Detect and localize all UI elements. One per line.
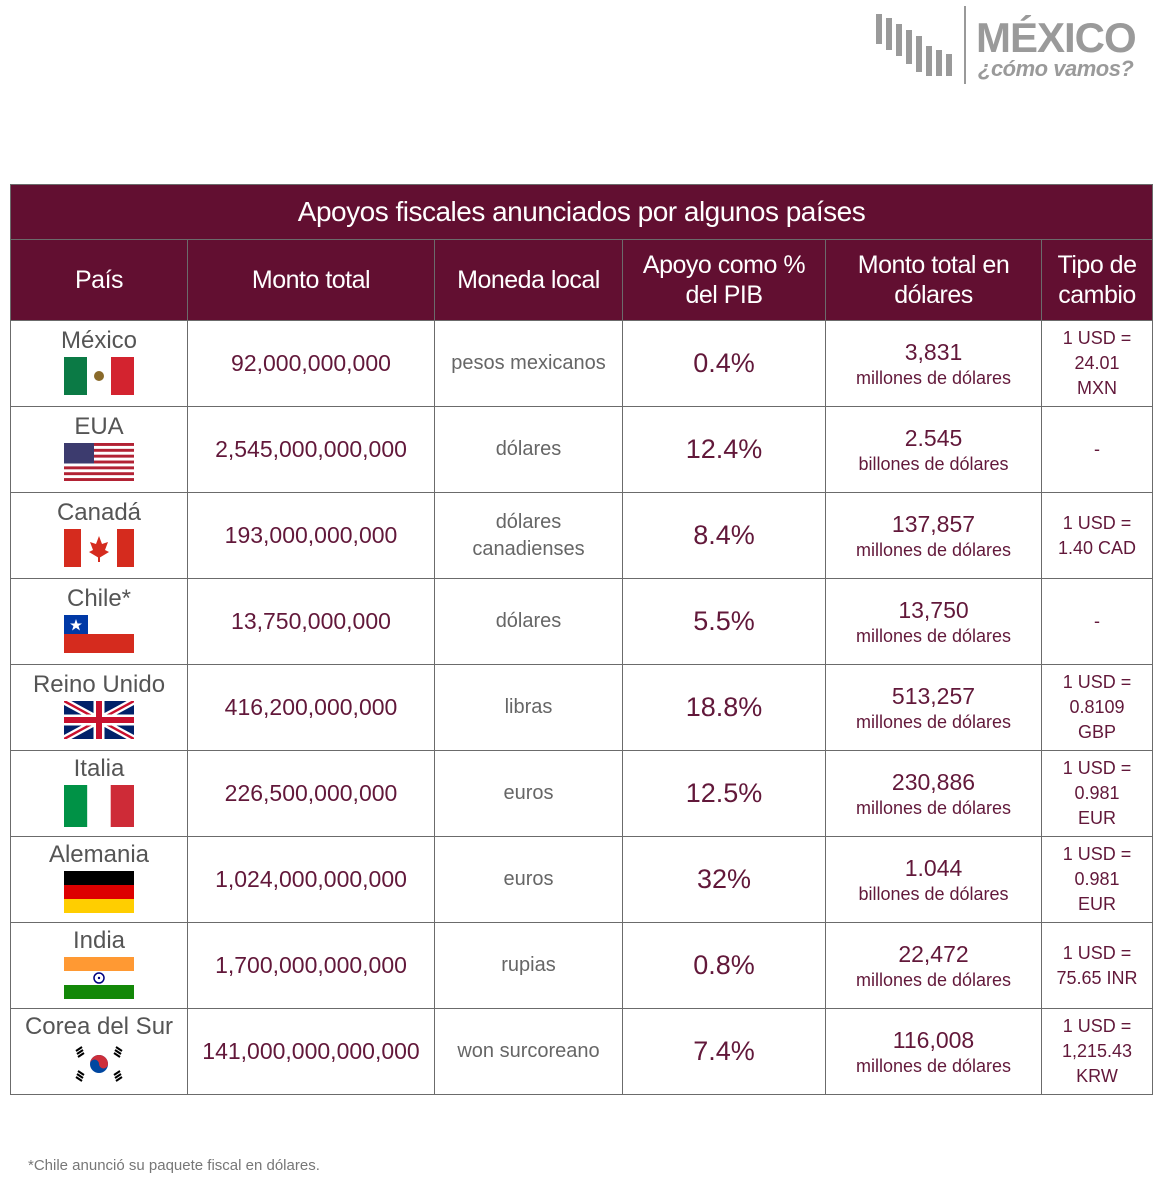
usd-amount: 513,257 (891, 682, 976, 709)
country-name: Chile* (66, 584, 132, 612)
country-cell (11, 751, 188, 837)
usd-cell (826, 751, 1042, 837)
rate-line3: MXN (1077, 378, 1118, 398)
rate-line1: 1 USD = (1062, 328, 1132, 348)
header-rate (1042, 240, 1153, 321)
footnote: *Chile anunció su paquete fiscal en dólares. (28, 1157, 320, 1174)
rate-cell (1042, 1009, 1153, 1095)
usd-cell (826, 407, 1042, 493)
fiscal-support-table (10, 184, 1153, 1095)
chile-flag-icon (64, 615, 134, 653)
table-row (11, 321, 1153, 407)
usa-flag-icon (64, 443, 134, 481)
usd-unit: millones de dólares (855, 1055, 1012, 1076)
country-cell (11, 837, 188, 923)
uk-flag-icon (64, 701, 134, 739)
rate-cell (1042, 665, 1153, 751)
pct-cell: 12.5% (623, 751, 826, 837)
header-rate-line2: cambio (1058, 281, 1136, 309)
currency-line1: rupias (501, 954, 556, 976)
usd-unit: millones de dólares (855, 539, 1012, 560)
currency-cell (435, 493, 623, 579)
usd-unit: millones de dólares (855, 797, 1012, 818)
pct-cell: 32% (623, 837, 826, 923)
country-cell (11, 493, 188, 579)
currency-cell (435, 751, 623, 837)
usd-amount: 230,886 (891, 768, 976, 795)
currency-cell (435, 1009, 623, 1095)
table-row (11, 751, 1153, 837)
usd-amount: 2.545 (904, 424, 963, 451)
currency-cell (435, 407, 623, 493)
logo-tagline: ¿cómo vamos? (978, 56, 1134, 81)
amount-cell: 2,545,000,000,000 (188, 407, 435, 493)
rate-line1: 1 USD = (1062, 1016, 1132, 1036)
rate-cell (1042, 751, 1153, 837)
country-cell (11, 407, 188, 493)
currency-cell (435, 321, 623, 407)
table-row (11, 1009, 1153, 1095)
rate-line3: GBP (1078, 722, 1117, 742)
usd-unit: billones de dólares (858, 883, 1009, 904)
usd-cell (826, 665, 1042, 751)
usd-amount: 22,472 (898, 940, 969, 967)
header-rate-line1: Tipo de (1057, 251, 1137, 279)
currency-cell (435, 837, 623, 923)
pct-cell: 18.8% (623, 665, 826, 751)
header-pct-line2: del PIB (685, 281, 763, 309)
rate-line1: - (1094, 439, 1101, 459)
usd-cell (826, 837, 1042, 923)
rate-line1: 1 USD = (1062, 942, 1132, 963)
country-cell (11, 923, 188, 1009)
rate-line1: - (1094, 611, 1101, 631)
rate-line2: 0.8109 (1069, 697, 1125, 717)
currency-cell (435, 923, 623, 1009)
amount-cell: 13,750,000,000 (188, 579, 435, 665)
usd-amount: 13,750 (898, 596, 969, 623)
usd-unit: millones de dólares (855, 625, 1012, 646)
amount-cell: 1,024,000,000,000 (188, 837, 435, 923)
currency-line1: dólares (495, 438, 562, 460)
country-name: Italia (73, 754, 125, 782)
country-name: Alemania (48, 840, 150, 868)
currency-line2: canadienses (472, 537, 585, 560)
table-title: Apoyos fiscales anunciados por algunos países (11, 185, 1153, 240)
rate-line1: 1 USD = (1062, 758, 1132, 778)
pct-cell: 0.8% (623, 923, 826, 1009)
table-row (11, 493, 1153, 579)
germany-flag-icon (64, 871, 134, 913)
south-korea-flag-icon (64, 1043, 134, 1085)
logo-name: MÉXICO (976, 14, 1136, 61)
table-row (11, 923, 1153, 1009)
country-name: Reino Unido (32, 670, 166, 698)
country-cell (11, 321, 188, 407)
currency-line1: won surcoreano (457, 1040, 600, 1062)
header-country: País (11, 240, 188, 321)
usd-amount: 137,857 (891, 510, 976, 537)
table-row (11, 837, 1153, 923)
rate-line2: 1,215.43 (1061, 1041, 1133, 1061)
rate-line1: 1 USD = (1062, 844, 1132, 864)
usd-amount: 3,831 (904, 338, 963, 365)
mexico-flag-icon (64, 357, 134, 395)
country-name: India (72, 926, 126, 954)
rate-line2: 0.981 (1074, 869, 1120, 889)
country-name: Corea del Sur (24, 1012, 174, 1040)
header-pct (623, 240, 826, 321)
rate-cell (1042, 579, 1153, 665)
currency-line1: libras (504, 696, 553, 718)
rate-cell (1042, 493, 1153, 579)
currency-line1: pesos mexicanos (451, 352, 606, 374)
usd-cell (826, 321, 1042, 407)
header-usd-line2: dólares (894, 281, 973, 309)
currency-line1: dólares (495, 610, 562, 632)
canada-flag-icon (64, 529, 134, 567)
currency-cell (435, 665, 623, 751)
amount-cell: 92,000,000,000 (188, 321, 435, 407)
currency-line1: euros (503, 782, 554, 804)
pct-cell: 8.4% (623, 493, 826, 579)
pct-cell: 7.4% (623, 1009, 826, 1095)
amount-cell: 141,000,000,000,000 (188, 1009, 435, 1095)
header-pct-line1: Apoyo como % (642, 251, 806, 279)
header-amount: Monto total (188, 240, 435, 321)
currency-line1: euros (503, 868, 554, 890)
table-row (11, 579, 1153, 665)
table-row (11, 407, 1153, 493)
rate-cell (1042, 923, 1153, 1009)
usd-amount: 116,008 (892, 1026, 975, 1053)
usd-cell (826, 579, 1042, 665)
pct-cell: 12.4% (623, 407, 826, 493)
header-usd-line1: Monto total en (857, 251, 1010, 279)
usd-unit: millones de dólares (855, 969, 1012, 990)
usd-amount: 1.044 (904, 854, 963, 881)
header-currency: Moneda local (435, 240, 623, 321)
usd-cell (826, 493, 1042, 579)
rate-line2: 24.01 (1074, 353, 1120, 373)
pct-cell: 5.5% (623, 579, 826, 665)
table-body (11, 321, 1153, 1095)
india-flag-icon (64, 957, 134, 999)
rate-cell (1042, 321, 1153, 407)
country-cell (11, 579, 188, 665)
rate-cell (1042, 837, 1153, 923)
amount-cell: 193,000,000,000 (188, 493, 435, 579)
table-row (11, 665, 1153, 751)
rate-line2: 1.40 CAD (1057, 537, 1137, 558)
header-usd (826, 240, 1042, 321)
usd-unit: millones de dólares (855, 367, 1012, 388)
country-name: Canadá (56, 498, 142, 526)
rate-line3: EUR (1078, 894, 1117, 914)
amount-cell: 1,700,000,000,000 (188, 923, 435, 1009)
currency-cell (435, 579, 623, 665)
bars-logo-icon (876, 10, 956, 80)
amount-cell: 226,500,000,000 (188, 751, 435, 837)
usd-unit: millones de dólares (855, 711, 1012, 732)
country-cell (11, 1009, 188, 1095)
usd-unit: billones de dólares (858, 453, 1009, 474)
amount-cell: 416,200,000,000 (188, 665, 435, 751)
country-name: EUA (74, 412, 124, 440)
rate-line3: KRW (1076, 1066, 1118, 1086)
usd-cell (826, 1009, 1042, 1095)
rate-line1: 1 USD = (1062, 672, 1132, 692)
rate-cell (1042, 407, 1153, 493)
rate-line1: 1 USD = (1062, 512, 1132, 533)
rate-line2: 75.65 INR (1056, 967, 1138, 988)
pct-cell: 0.4% (623, 321, 826, 407)
logo-divider (964, 6, 966, 84)
usd-cell (826, 923, 1042, 1009)
country-cell (11, 665, 188, 751)
rate-line3: EUR (1078, 808, 1117, 828)
currency-line1: dólares (495, 510, 562, 533)
rate-line2: 0.981 (1074, 783, 1120, 803)
mexico-como-vamos-logo (876, 6, 1136, 86)
italy-flag-icon (64, 785, 134, 827)
country-name: México (60, 326, 138, 354)
